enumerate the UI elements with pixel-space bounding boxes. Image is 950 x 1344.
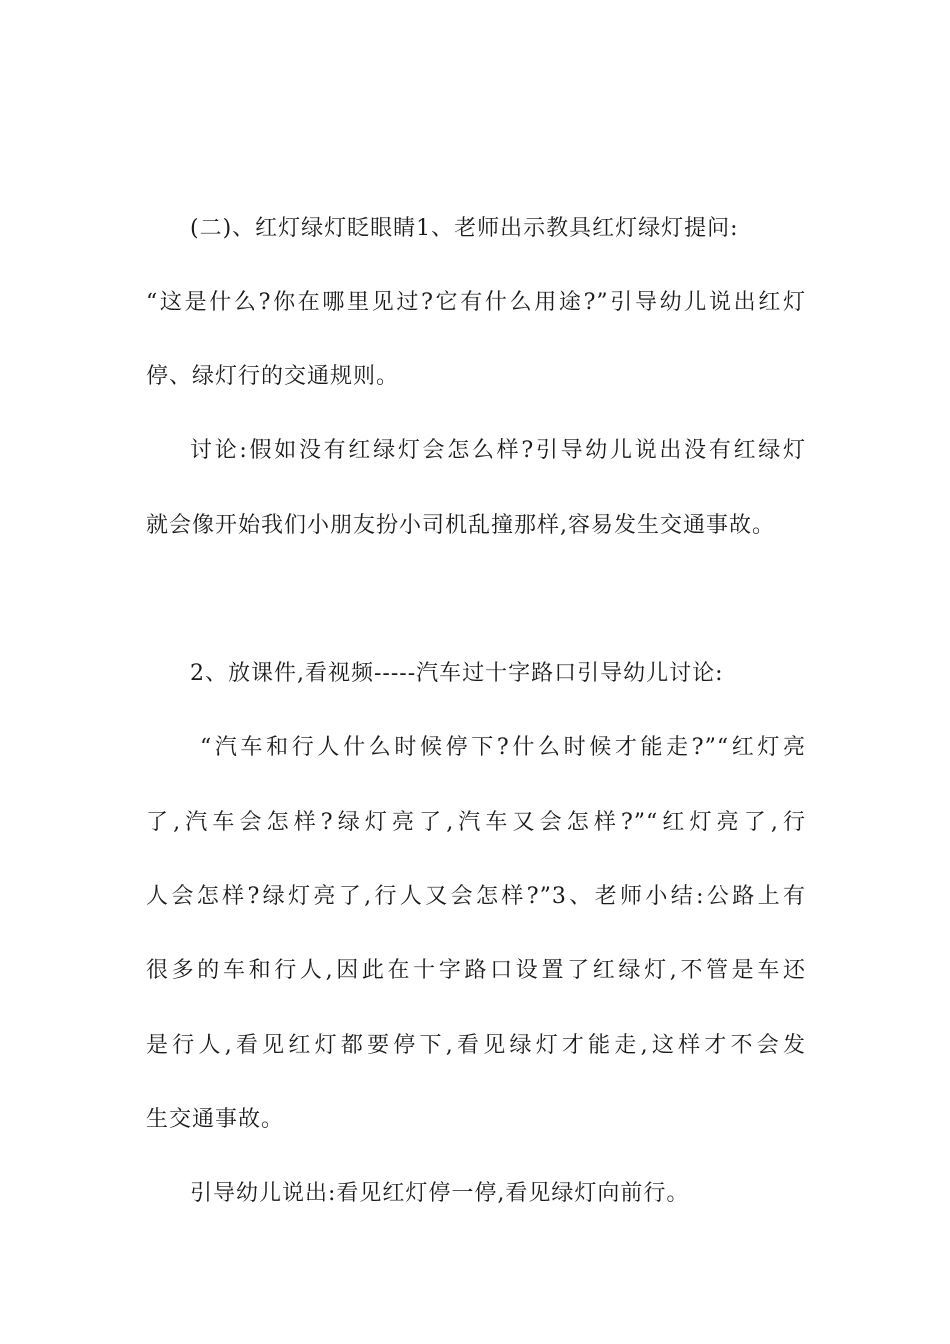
paragraph-1-line-1: (二)、红灯绿灯眨眼睛1、老师出示教具红灯绿灯提问:: [190, 216, 739, 241]
paragraph-5-line-1: 引导幼儿说出:看见红灯停一停,看见绿灯向前行。: [190, 1181, 690, 1206]
paragraph-4-line-5: 是行人,看见红灯都要停下,看见绿灯才能走,这样才不会发: [146, 1033, 806, 1058]
paragraph-4-line-3: 人会怎样?绿灯亮了,行人又会怎样?”3、老师小结:公路上有: [146, 884, 806, 909]
paragraph-3-line-1: 2、放课件,看视频-----汽车过十字路口引导幼儿讨论:: [190, 661, 724, 686]
paragraph-1-line-2: “这是什么?你在哪里见过?它有什么用途?”引导幼儿说出红灯: [146, 290, 806, 315]
paragraph-2-line-2: 就会像开始我们小朋友扮小司机乱撞那样,容易发生交通事故。: [146, 513, 775, 538]
paragraph-4-line-2: 了,汽车会怎样?绿灯亮了,汽车又会怎样?”“红灯亮了,行: [146, 810, 806, 835]
paragraph-4-line-6: 生交通事故。: [146, 1107, 285, 1132]
paragraph-4-line-4: 很多的车和行人,因此在十字路口设置了红绿灯,不管是车还: [146, 958, 806, 983]
paragraph-1-line-3: 停、绿灯行的交通规则。: [146, 364, 400, 389]
paragraph-2-line-1: 讨论:假如没有红绿灯会怎么样?引导幼儿说出没有红绿灯: [190, 438, 806, 463]
paragraph-4-line-1: “汽车和行人什么时候停下?什么时候才能走?”“红灯亮: [200, 735, 806, 760]
